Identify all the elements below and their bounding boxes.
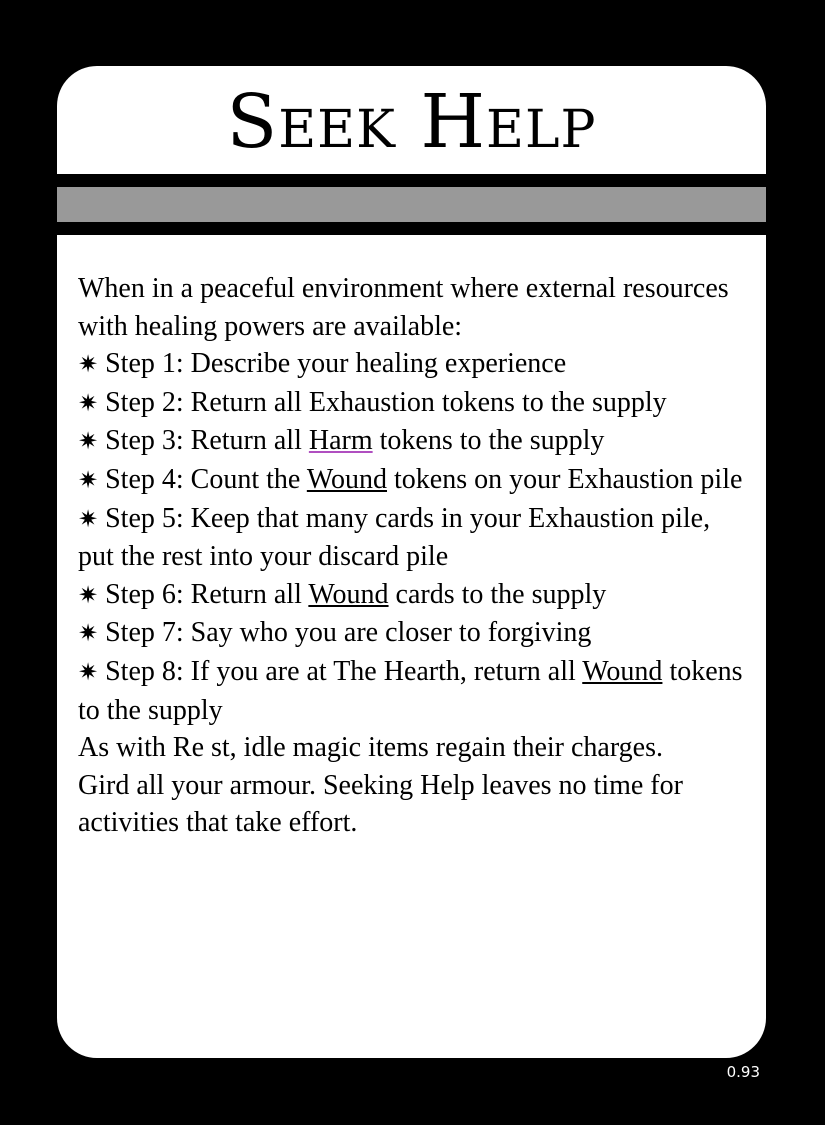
rules-panel <box>57 235 766 1058</box>
step-8: ✷ Step 8: If you are at The Hearth, return all Wound tokens to the supply <box>78 655 743 726</box>
step-4: ✷ Step 4: Count the Wound tokens on your Exhaustion pile <box>78 463 743 495</box>
title-panel <box>57 66 766 174</box>
step-1: ✷ Step 1: Describe your healing experience <box>78 348 567 380</box>
keyword-harm: Harm <box>308 425 373 457</box>
card-title: Seek Help <box>226 79 597 165</box>
footer-text-2: Gird all your armour. Seeking Help leaves no time for activities that take effort. <box>78 769 683 839</box>
star-icon: ✷ <box>78 388 99 417</box>
step-3: ✷ Step 3: Return all Harm tokens to the supply <box>78 425 605 457</box>
keyword-wound: Wound <box>308 578 389 610</box>
star-icon: ✷ <box>78 580 99 609</box>
star-icon: ✷ <box>78 504 99 533</box>
star-icon: ✷ <box>78 619 99 648</box>
step-2: ✷ Step 2: Return all Exhaustion tokens to the supply <box>78 386 667 418</box>
keyword-wound: Wound <box>582 655 663 687</box>
divider-band <box>57 187 766 222</box>
step-6: ✷ Step 6: Return all Wound cards to the supply <box>78 578 607 610</box>
star-icon: ✷ <box>78 657 99 686</box>
step-7: ✷ Step 7: Say who you are closer to forgiving <box>78 617 592 649</box>
step-5: ✷ Step 5: Keep that many cards in your Exhaustion pile, put the rest into your discard pile <box>78 502 711 573</box>
star-icon: ✷ <box>78 427 99 456</box>
version-label: 0.93 <box>726 1063 760 1081</box>
rules-text <box>78 270 748 842</box>
star-icon: ✷ <box>78 350 99 379</box>
keyword-wound: Wound <box>306 463 388 495</box>
intro-text: When in a peaceful environment where external resources with healing powers are available: <box>78 273 729 342</box>
star-icon: ✷ <box>78 465 99 494</box>
footer-text-1: As with Re st, idle magic items regain their charges. <box>78 732 664 764</box>
